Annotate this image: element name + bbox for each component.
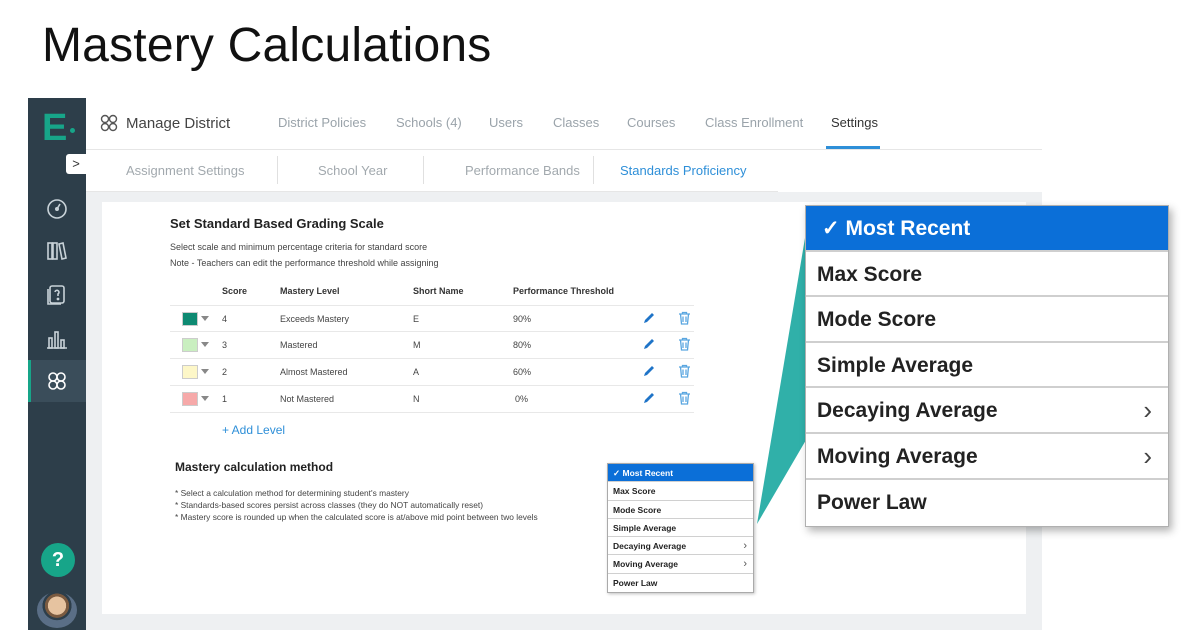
option-label: Decaying Average (613, 541, 687, 552)
level-cell: Not Mastered (280, 394, 335, 404)
subtab-school-year[interactable]: School Year (318, 163, 388, 178)
divider (593, 156, 594, 184)
dropdown-option-power-law[interactable]: Power Law (613, 577, 658, 588)
level-cell: Almost Mastered (280, 367, 348, 377)
top-navigation (86, 98, 1042, 150)
table-row (170, 332, 694, 359)
table-row (170, 359, 694, 386)
zoomed-option-power-law[interactable]: Power Law (817, 490, 927, 514)
brand-label: Manage District (126, 114, 231, 132)
score-cell: 4 (222, 314, 228, 324)
color-dropdown-caret[interactable] (201, 396, 209, 401)
dropdown-option-max-score[interactable]: Max Score (608, 482, 753, 500)
level-color-swatch[interactable] (182, 392, 198, 406)
check-icon: ✓ (822, 217, 840, 240)
zoomed-option-mode-score[interactable]: Mode Score (806, 297, 1168, 343)
short-name-cell: A (413, 367, 420, 377)
short-name-cell: E (413, 314, 420, 324)
zoomed-option-moving-average[interactable] (806, 434, 1168, 480)
dropdown-option-simple-average[interactable]: Simple Average (608, 519, 753, 537)
delete-trash-icon[interactable] (678, 364, 691, 378)
nav-class-enrollment[interactable]: Class Enrollment (705, 115, 804, 130)
color-dropdown-caret[interactable] (201, 342, 209, 347)
zoomed-calculation-method-dropdown (805, 205, 1169, 527)
delete-trash-icon[interactable] (678, 337, 691, 351)
nav-courses[interactable]: Courses (627, 115, 676, 130)
grading-scale-heading: Set Standard Based Grading Scale (170, 216, 384, 231)
check-icon: ✓ (613, 468, 621, 478)
level-color-swatch[interactable] (182, 338, 198, 352)
sidebar (28, 98, 86, 630)
chevron-right-icon: › (1143, 440, 1152, 471)
level-cell: Exceeds Mastery (280, 314, 350, 324)
score-cell: 1 (222, 394, 228, 404)
app-logo[interactable] (42, 108, 76, 148)
reports-bar-chart-icon[interactable] (44, 326, 70, 352)
divider (277, 156, 278, 184)
settings-subnav (86, 150, 778, 192)
mastery-method-note: * Standards-based scores persist across classes (they do NOT automatically reset) (175, 500, 483, 510)
grading-scale-note: Select scale and minimum percentage criteria for standard score (170, 242, 428, 252)
column-header-performance-threshold: Performance Threshold (513, 286, 615, 296)
level-color-swatch[interactable] (182, 365, 198, 379)
slide-title: Mastery Calculations (42, 19, 492, 72)
library-books-icon[interactable] (44, 238, 70, 264)
expand-sidebar-button[interactable]: > (66, 154, 86, 174)
subtab-performance-bands[interactable]: Performance Bands (465, 163, 580, 178)
assessment-question-icon[interactable] (44, 282, 70, 308)
option-label: Most Recent (845, 217, 971, 240)
dashboard-gauge-icon[interactable] (44, 196, 70, 222)
user-avatar[interactable] (37, 592, 77, 628)
color-dropdown-caret[interactable] (201, 316, 209, 321)
threshold-cell: 0% (515, 394, 529, 404)
short-name-cell: N (413, 394, 420, 404)
active-tab-underline (826, 146, 880, 149)
threshold-cell: 60% (513, 367, 532, 377)
brand[interactable] (98, 112, 230, 134)
nav-classes[interactable]: Classes (553, 115, 600, 130)
edit-pencil-icon[interactable] (642, 311, 656, 325)
threshold-cell: 90% (513, 314, 532, 324)
help-button[interactable]: ? (41, 543, 75, 577)
add-level-link[interactable]: + Add Level (222, 423, 286, 437)
column-header-short-name: Short Name (413, 286, 464, 296)
option-label: Decaying Average (817, 399, 998, 423)
chevron-right-icon: › (743, 540, 747, 553)
nav-users[interactable]: Users (489, 115, 523, 130)
column-header-score: Score (222, 286, 248, 296)
divider (423, 156, 424, 184)
zoomed-option-decaying-average[interactable] (806, 388, 1168, 434)
option-label: Moving Average (817, 444, 978, 468)
nav-settings[interactable]: Settings (831, 115, 878, 130)
edit-pencil-icon[interactable] (642, 337, 656, 351)
level-cell: Mastered (280, 340, 318, 350)
nav-schools[interactable]: Schools (4) (396, 115, 462, 130)
chevron-right-icon: › (743, 558, 747, 571)
subtab-standards-proficiency[interactable]: Standards Proficiency (620, 163, 747, 178)
delete-trash-icon[interactable] (678, 311, 691, 325)
short-name-cell: M (413, 340, 421, 350)
table-row (170, 386, 694, 413)
column-header-mastery-level: Mastery Level (280, 286, 340, 296)
zoomed-option-simple-average[interactable]: Simple Average (806, 343, 1168, 389)
table-row (170, 305, 694, 332)
option-label: Most Recent (622, 468, 674, 478)
manage-district-clover-icon[interactable] (44, 368, 70, 394)
option-label: Moving Average (613, 559, 679, 570)
dropdown-option-decaying-average[interactable] (608, 537, 753, 555)
nav-district-policies[interactable]: District Policies (278, 115, 367, 130)
chevron-right-icon: › (1143, 395, 1152, 426)
edit-pencil-icon[interactable] (642, 391, 656, 405)
level-color-swatch[interactable] (182, 312, 198, 326)
mastery-method-note: * Mastery score is rounded up when the calculated score is at/above mid point between two levels (175, 512, 538, 522)
score-cell: 3 (222, 340, 228, 350)
score-cell: 2 (222, 367, 228, 377)
logo-dot (70, 128, 75, 133)
dropdown-option-mode-score[interactable]: Mode Score (608, 501, 753, 519)
grading-scale-note: Note - Teachers can edit the performance threshold while assigning (170, 258, 439, 268)
threshold-cell: 80% (513, 340, 532, 350)
delete-trash-icon[interactable] (678, 391, 691, 405)
zoomed-option-most-recent[interactable] (806, 206, 1168, 252)
subtab-assignment-settings[interactable]: Assignment Settings (126, 163, 245, 178)
logo-letter: E (42, 107, 68, 149)
manage-district-icon (98, 112, 120, 134)
edit-pencil-icon[interactable] (642, 364, 656, 378)
dropdown-option-moving-average[interactable] (608, 555, 753, 573)
calculation-method-dropdown[interactable] (607, 463, 754, 593)
dropdown-option-most-recent[interactable] (608, 464, 753, 482)
mastery-method-note: * Select a calculation method for determining student's mastery (175, 488, 409, 498)
zoomed-option-max-score[interactable]: Max Score (806, 252, 1168, 298)
mastery-method-heading: Mastery calculation method (175, 460, 334, 474)
color-dropdown-caret[interactable] (201, 369, 209, 374)
